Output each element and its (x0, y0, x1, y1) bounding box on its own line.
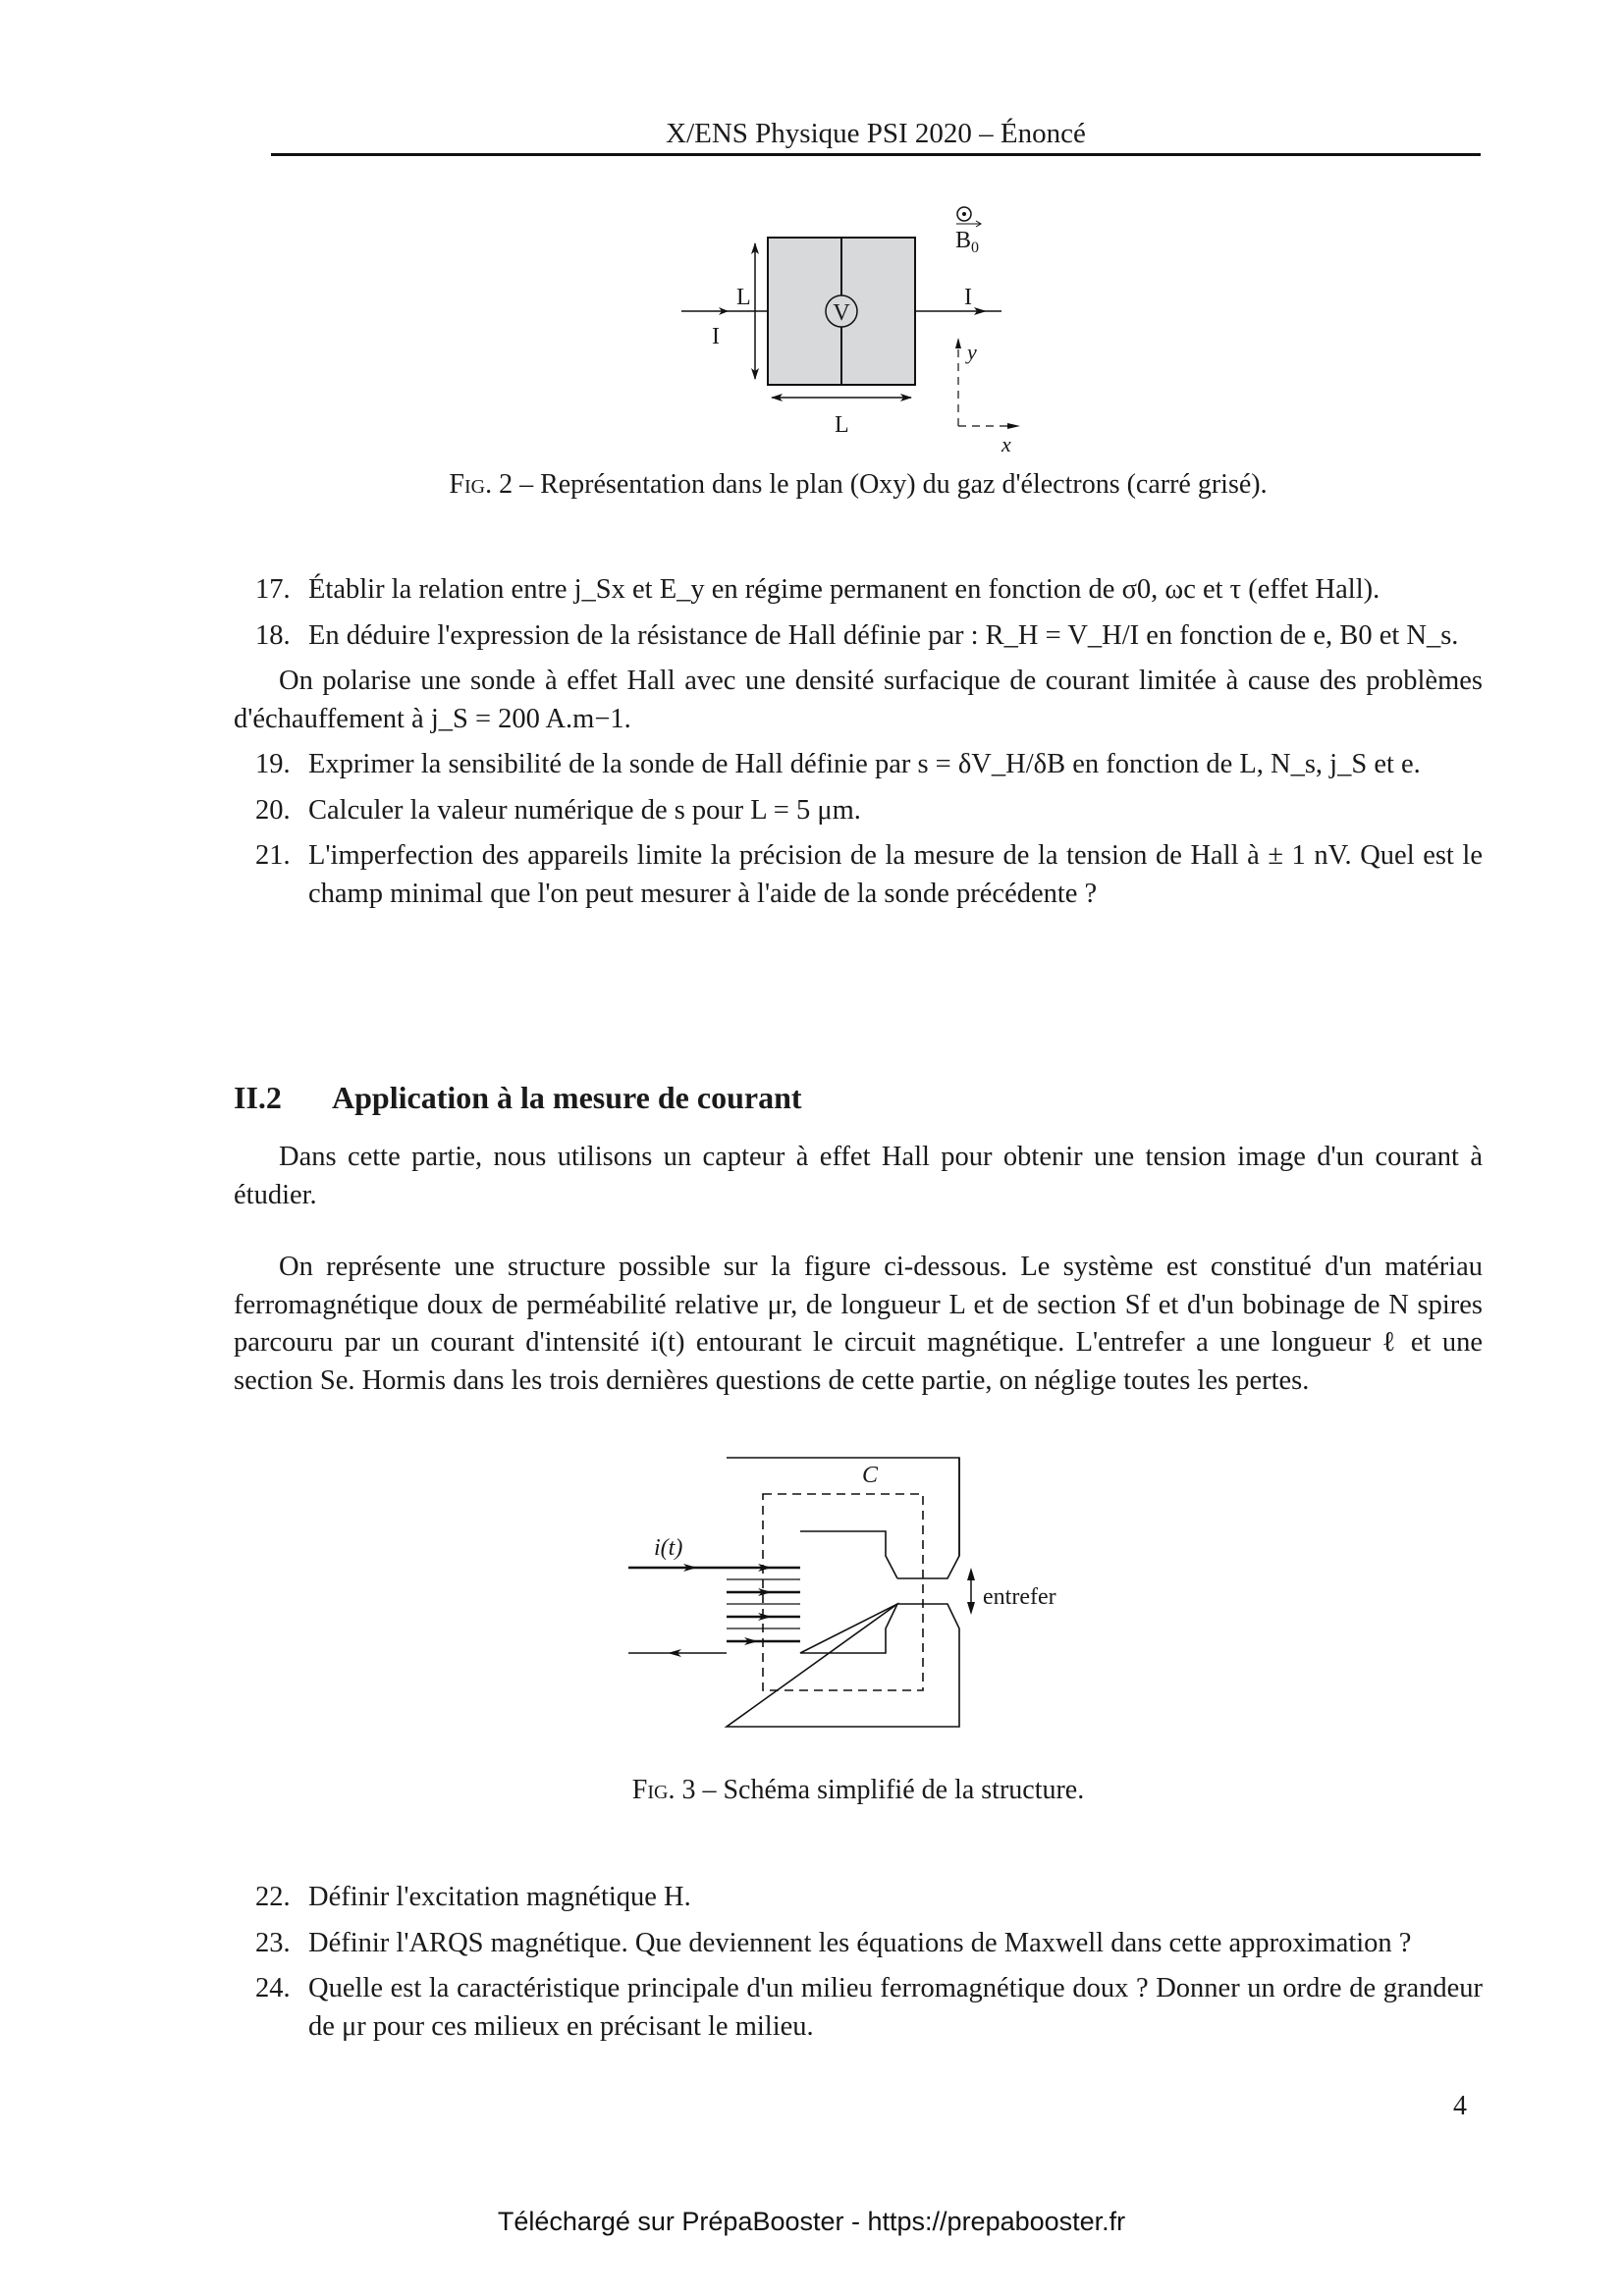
contour-label: C (862, 1463, 879, 1488)
questions-block-3 (234, 1879, 1483, 2046)
section-heading (234, 1078, 802, 1117)
question-23: 23. Définir l'ARQS magnétique. Que deviennent les équations de Maxwell dans cette approximation ? (255, 1927, 1412, 1958)
question-21: 21. L'imperfection des appareils limite la précision de la mesure de la tension de Hall à ± 1 nV. Quel est le champ minimal que l'on peut mesurer à l'aide de la sonde précédente ? (255, 840, 1483, 909)
question-20: 20. Calculer la valeur numérique de s pour L = 5 μm. (255, 794, 861, 826)
winding-coil (628, 1568, 800, 1653)
current-in-label: I (712, 324, 720, 349)
section-intro-block (234, 1139, 1483, 1214)
figure-3-magnetic-circuit (619, 1453, 1129, 1747)
b0-label: $B_0$ (955, 228, 980, 256)
question-17: 17. Établir la relation entre j_Sx et E_y en régime permanent en fonction de σ0, ωc et τ (effet Hall). (255, 574, 1380, 605)
section-title: Application à la mesure de courant (332, 1080, 802, 1115)
paragraph-polarise: On polarise une sonde à effet Hall avec une densité surfacique de courant limitée à cause des problèmes d'échauffement à j_S = 200 A.m−1. (234, 666, 1483, 734)
y-axis-label: y (967, 340, 977, 364)
running-header: X/ENS Physique PSI 2020 – Énoncé (666, 118, 1086, 149)
voltmeter-label: V (833, 300, 850, 326)
header-rule (271, 153, 1481, 156)
gap-label: entrefer (983, 1584, 1056, 1610)
question-24: 24. Quelle est la caractéristique principale d'un milieu ferromagnétique doux ? Donner un ordre de grandeur de μr pour ces milieux en précisant le milieu. (255, 1973, 1483, 2042)
question-19-text: Exprimer la sensibilité de la sonde de Hall définie par s = δV_H/δB en fonction de L, N_s, j_S et e. (308, 749, 1421, 779)
L-vertical-label: L (736, 285, 751, 310)
figure-2-caption-prefix: Fig. 2 (449, 469, 514, 500)
figure-3-caption-text: – Schéma simplifié de la structure. (695, 1775, 1085, 1805)
winding-arrows (668, 1564, 772, 1657)
figure-3-caption (236, 1773, 1481, 1808)
section-number: II.2 (234, 1080, 282, 1115)
question-17-text: Établir la relation entre j_Sx et E_y en régime permanent en fonction de σ0, ωc et τ (effet Hall). (308, 574, 1380, 605)
questions-block-1 (234, 571, 1483, 913)
structure-block (234, 1249, 1483, 1400)
question-24-text: Quelle est la caractéristique principale d'un milieu ferromagnétique doux ? Donner un ordre de grandeur de μr pour ces milieux en précisant le milieu. (308, 1973, 1483, 2042)
question-18: 18. En déduire l'expression de la résistance de Hall définie par : R_H = V_H/I en fonction de e, B0 et N_s. (255, 619, 1459, 651)
question-19: 19. Exprimer la sensibilité de la sonde de Hall définie par s = δV_H/δB en fonction de L, N_s, j_S et e. (255, 749, 1421, 779)
question-23-text: Définir l'ARQS magnétique. Que deviennent les équations de Maxwell dans cette approximation ? (308, 1927, 1412, 1958)
core-inner-boundary (800, 1531, 897, 1653)
figure-2-caption-text: – Représentation dans le plan (Oxy) du gaz d'électrons (carré grisé). (513, 469, 1268, 500)
paragraph-intro: Dans cette partie, nous utilisons un capteur à effet Hall pour obtenir une tension image d'un courant à étudier. (234, 1142, 1483, 1210)
figure-2-caption (236, 467, 1481, 503)
current-out-label: I (964, 285, 972, 310)
question-22-text: Définir l'excitation magnétique H. (308, 1882, 691, 1912)
paragraph-structure: On représente une structure possible sur la figure ci-dessous. Le système est constitué d'un matériau ferromagnétique doux de perméabilité relative μr, de longueur L et de section Sf et d'un bobinage de N spires parcouru par un courant d'intensité i(t) entourant le circuit magnétique. L'entrefer a une longueur ℓ et une section Se. Hormis dans les trois dernières questions de cette partie, on néglige toutes les pertes. (234, 1252, 1483, 1396)
question-21-text: L'imperfection des appareils limite la précision de la mesure de la tension de Hall à ± 1 nV. Quel est le champ minimal que l'on peut mesurer à l'aide de la sonde précédente ? (308, 840, 1483, 909)
page-number: 4 (1453, 2091, 1467, 2121)
question-22: 22. Définir l'excitation magnétique H. (255, 1882, 691, 1912)
figure-3-caption-prefix: Fig. 3 (631, 1775, 696, 1805)
question-20-text: Calculer la valeur numérique de s pour L = 5 μm. (308, 794, 861, 826)
figure-2-hall-diagram (668, 187, 1060, 456)
download-footer: Téléchargé sur PrépaBooster - https://prepabooster.fr (497, 2207, 1126, 2236)
question-18-text: En déduire l'expression de la résistance de Hall définie par : R_H = V_H/I en fonction de e, B0 et N_s. (308, 619, 1459, 651)
L-horizontal-label: L (835, 412, 849, 438)
current-label: i(t) (654, 1535, 683, 1561)
x-axis-label: x (1001, 432, 1011, 456)
